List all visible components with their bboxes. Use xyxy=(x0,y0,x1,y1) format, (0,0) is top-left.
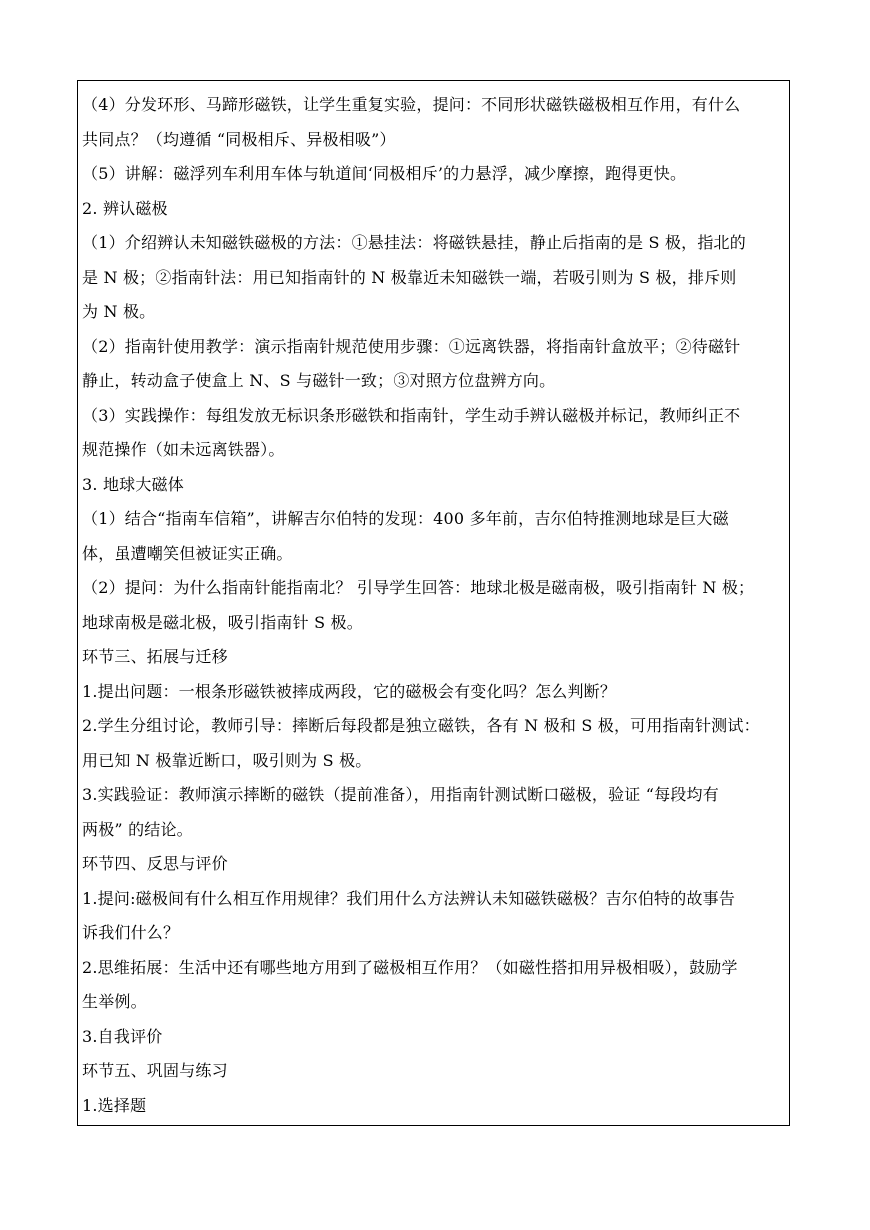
text-line: （2）指南针使用教学：演示指南针规范使用步骤：①远离铁器，将指南针盒放平；②待磁针 xyxy=(82,336,741,356)
text-line: 1.提问:磁极间有什么相互作用规律？我们用什么方法辨认未知磁铁磁极？吉尔伯特的故事告 xyxy=(82,888,736,908)
text-line: 2.思维拓展：生活中还有哪些地方用到了磁极相互作用？（如磁性搭扣用异极相吸），鼓励学 xyxy=(82,957,738,977)
text-line: 共同点？（均遵循 “同极相斥、异极相吸”） xyxy=(82,129,396,149)
text-line: （1）结合“指南车信箱”，讲解吉尔伯特的发现：400 多年前，吉尔伯特推测地球是巨大磁 xyxy=(82,509,729,528)
text-line: 环节五、巩固与练习 xyxy=(82,1061,228,1080)
text-line: 生举例。 xyxy=(82,992,147,1011)
lesson-plan-text xyxy=(82,88,787,1123)
text-line: 环节四、反思与评价 xyxy=(82,854,228,873)
text-line: 环节三、拓展与迁移 xyxy=(82,647,228,666)
text-line: 用已知 N 极靠近断口，吸引则为 S 极。 xyxy=(82,750,372,770)
text-line: 静止，转动盒子使盒上 N、S 与磁针一致；③对照方位盘辨方向。 xyxy=(82,371,556,390)
text-line: 1.提出问题：一根条形磁铁被摔成两段，它的磁极会有变化吗？怎么判断？ xyxy=(82,681,617,701)
text-line: 为 N 极。 xyxy=(82,302,156,321)
text-line: （1）介绍辨认未知磁铁磁极的方法：①悬挂法：将磁铁悬挂，静止后指南的是 S 极，指北的 xyxy=(82,233,746,252)
lesson-plan-table-cell xyxy=(77,80,790,1126)
text-line: （2）提问：为什么指南针能指南北？ 引导学生回答：地球北极是磁南极，吸引指南针 N 极； xyxy=(82,578,755,597)
text-line: （4）分发环形、马蹄形磁铁，让学生重复实验，提问：不同形状磁铁磁极相互作用，有什么 xyxy=(82,95,741,114)
text-line: 1.选择题 xyxy=(82,1095,147,1115)
text-line: （5）讲解：磁浮列车利用车体与轨道间‘同极相斥’的力悬浮，减少摩擦，跑得更快。 xyxy=(82,164,687,183)
text-line: 两极” 的结论。 xyxy=(82,819,193,839)
text-line: 3.自我评价 xyxy=(82,1026,163,1046)
text-line: 诉我们什么？ xyxy=(82,923,180,942)
text-line: 3. 地球大磁体 xyxy=(82,474,184,494)
text-line: （3）实践操作：每组发放无标识条形磁铁和指南针，学生动手辨认磁极并标记，教师纠正不 xyxy=(82,405,741,425)
text-line: 规范操作（如未远离铁器）。 xyxy=(82,440,285,459)
text-line: 是 N 极；②指南针法：用已知指南针的 N 极靠近未知磁铁一端，若吸引则为 S 极，排斥则 xyxy=(82,267,737,287)
text-line: 地球南极是磁北极，吸引指南针 S 极。 xyxy=(82,612,363,632)
text-line: 2. 辨认磁极 xyxy=(82,198,168,218)
text-line: 体，虽遭嘲笑但被证实正确。 xyxy=(82,543,293,563)
text-line: 3.实践验证：教师演示摔断的磁铁（提前准备），用指南针测试断口磁极，验证 “每段均有 xyxy=(82,785,719,804)
text-line: 2.学生分组讨论，教师引导：摔断后每段都是独立磁铁，各有 N 极和 S 极，可用指南针测试： xyxy=(82,716,760,735)
